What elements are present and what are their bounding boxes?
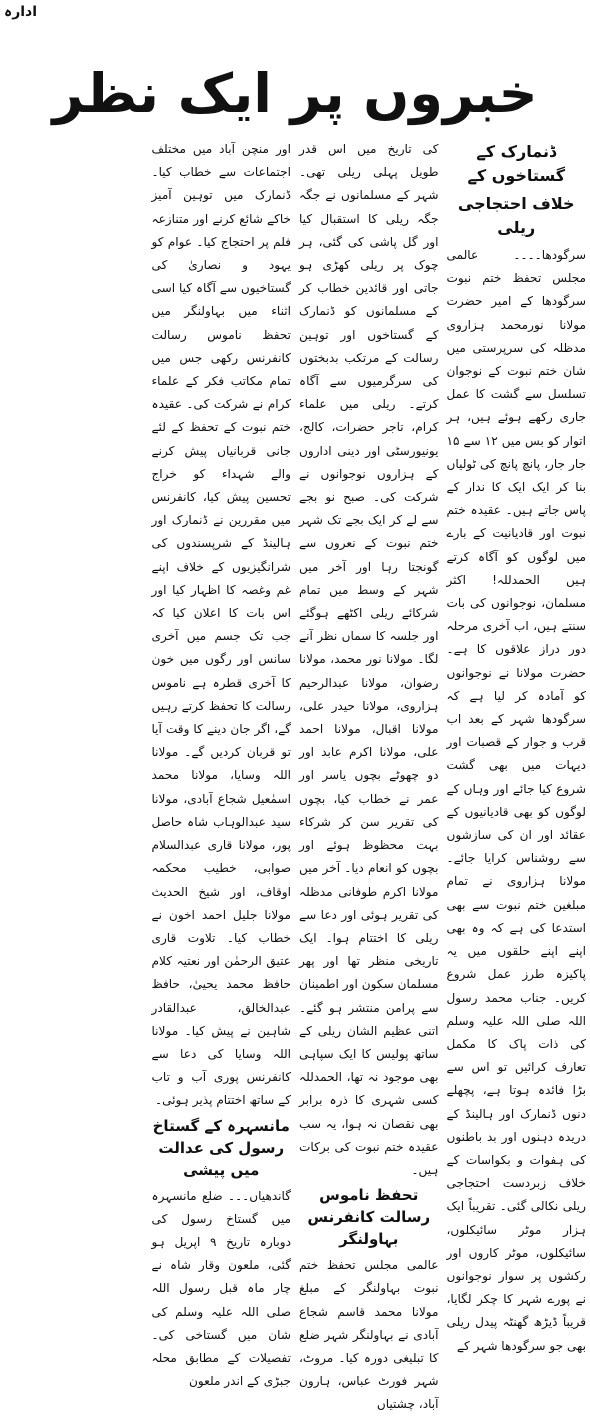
page-headline: خبروں پر ایک نظر xyxy=(52,62,538,125)
story1-body: سرگودھا۔۔۔۔ عالمی مجلس تحفظ ختم نبوت سرگودھا کے امیر حضرت مولانا نورمحمد ہزاروی مدظلہ کی سرپرستی میں شان ختم نبوت کے نوجوان تسلسل سے گشت کا عمل جاری رکھے ہوئے ہیں، ہر اتوار کو بس میں ۱۲ سے ۱۵ جار جار، پانچ پانچ کی ٹولیاں بنا کر ایک ایک کا ندار کے پاس جاتے ہیں۔ عقیدہ ختم نبوت اور قادیانیت کے بارے میں لوگوں کو آگاہ کرتے ہیں الحمدللہ! اکثر مسلمان، نوجوانوں کی بات سنتے ہیں، اب آخری مرحلہ دور دراز علاقوں کا ہے۔ حضرت مولانا نے نوجوانوں کو آمادہ کر لیا ہے کہ سرگودھا شہر کے بعد اب قرب و جوار کے قصبات اور دیہات میں بھی گشت شروع کیا جائے اور وہاں کے لوگوں کو بھی قادیانیوں کے عقائد اور ان کی سازشوں سے روشناس کرایا جائے۔ مولانا ہزاروی نے تمام مبلغین ختم نبوت سے بھی استدعا کی ہے کہ وہ بھی اپنے اپنے حلقوں میں یہ پاکیزہ طرز عمل شروع کریں۔ جناب محمد رسول اللہ صلی اللہ علیہ وسلم کی ذات پاک کا مکمل تعارف کرائیں تو اس سے بڑا فائدہ ہوتا ہے، پچھلے دنوں ڈنمارک اور ہالینڈ کے دریدہ دہنوں اور بد باطنوں کی ہفوات و بکواسات کے خلاف زبردست احتجاجی ریلی نکالی گئی۔ تقریباً ایک ہزار موٹر سائیکلوں، سائیکلوں، موٹر کاروں اور رکشوں پر سوار نوجوانوں نے پورے شہر کا چکر لگایا، قریباً ڈیڑھ گھنٹہ پیدل ریلی بھی جو سرگودھا شہر کے xyxy=(446,248,586,1353)
story3-body: اور منچن آباد میں مختلف اجتماعات سے خطاب کیا۔ ڈنمارک میں توہین آمیز خاکے شائع کرنے اور متنازعہ فلم پر احتجاج کیا۔ عوام کو یہود و نصاریٰ کی گستاخیوں سے آگاہ کیا اسی اثناء میں بہاولنگر میں تحفظ ناموس رسالت کانفرنس رکھی جس میں تمام مکاتب فکر کے علماء کرام نے شرکت کی۔ عقیدہ ختم نبوت کے تحفظ کے لئے جانی قربانیاں پیش کرنے والے شہداء کو خراج تحسین پیش کیا، کانفرنس میں مقررین نے ڈنمارک اور ہالینڈ کے شرپسندوں کی شرانگیزیوں کے خلاف اپنے غم وغصہ کا اظہار کیا اور اس بات کا اعلان کیا کہ جب تک جسم میں آخری سانس اور رگوں میں خون کا آخری قطرہ ہے ناموس رسالت کا تحفظ کرتے رہیں گے، اگر جان دینے کا وقت آیا تو قربان کردیں گے۔ مولانا اللہ وسایا، مولانا محمد اسمٰعیل شجاع آبادی، مولانا سید عبدالوہاب شاہ حاصل پور، مولانا قاری عبدالسلام صوابی، خطیب محکمہ اوقاف، اور شیخ الحدیث مولانا جلیل احمد اخون نے خطاب کیا۔ تلاوت قاری عتیق الرحمٰن اور نعتیہ کلام حافظ محمد یحییٰ، حافظ عبدالخالق، عبدالقادر شاہین نے پیش کیا۔ مولانا اللہ وسایا کی دعا سے کانفرنس پوری آب و تاب کے ساتھ اختتام پذیر ہوئی۔ xyxy=(151,142,291,1108)
story2-title: تحفظ ناموس رسالت کانفرنس بہاولنگر xyxy=(307,1186,431,1249)
story1-title-line1: ڈنمارک کے گستاخوں کے xyxy=(467,142,566,185)
story4-title: مانسہرہ کے گستاخ رسول کی عدالت میں پیشی xyxy=(152,1116,290,1179)
section-label: ادارہ xyxy=(4,4,38,20)
story2-body: عالمی مجلس تحفظ ختم نبوت بہاولنگر کے مبلغ مولانا محمد قاسم شجاع آبادی نے بہاولنگر شہر ضلع کا تبلیغی دورہ کیا۔ مروٹ، شہر فورٹ عباس، ہارون آباد، چشتیاں xyxy=(299,1258,439,1412)
story4-body: گاندھیاں۔۔۔ ضلع مانسہرہ میں گستاخ رسول کی دوبارہ تاریخ ۹ اپریل ہو گئی، ملعون وقار شاہ نے چار ماہ قبل رسول اللہ صلی اللہ علیہ وسلم کی شان میں گستاخی کی۔ تفصیلات کے مطابق محلہ جبڑی کے اندر ملعون xyxy=(151,1188,291,1389)
story1-body-continued: کی تاریخ میں اس قدر طویل پہلی ریلی تھی۔ شہر کے مسلمانوں نے جگہ جگہ ریلی کا استقبال کیا اور گل پاشی کی گئی، ہر چوک پر ریلی کھڑی ہو جاتی اور قائدین خطاب کر کے مسلمانوں کو ڈنمارک کے گستاخوں اور توہین رسالت کے مرتکب بدبختوں کی سرگرمیوں سے آگاہ کرتے۔ ریلی میں علماء کرام، تاجر حضرات، کالج، یونیورسٹی اور دینی اداروں کے ہزاروں نوجوانوں نے شرکت کی۔ صبح نو بجے سے لے کر ایک بجے تک شہر ختم نبوت کے نعروں سے گونجتا رہا اور آخر میں شہر کے وسط میں تمام شرکائے ریلی اکٹھے ہوگئے اور جلسہ کا سماں نظر آنے لگا۔ مولانا نور محمد، مولانا رضوان، مولانا عبدالرحیم ہزاروی، مولانا حیدر علی، مولانا اقبال، مولانا احمد علی، مولانا اکرم عابد اور دو چھوٹے بچوں یاسر اور عمر نے خطاب کیا، بچوں کی تقریر سن کر شرکاء بہت محظوظ ہوئے اور بچوں کو انعام دیا۔ آخر میں مولانا اکرم طوفانی مدظلہ کی تقریر ہوئی اور دعا سے ریلی کا اختتام ہوا۔ ایک تاریخی منظر تھا اور پھر مسلمان سکون اور اطمینان سے پرامن منتشر ہو گئے۔ اتنی عظیم الشان ریلی کے ساتھ پولیس کا ایک سپاہی بھی موجود نہ تھا، الحمدللہ کسی شہری کا ذرہ برابر بھی نقصان نہ ہوا، یہ سب عقیدہ ختم نبوت کی برکات ہیں۔ xyxy=(299,142,439,1177)
story1-title-line2: خلاف احتجاجی ریلی xyxy=(457,194,575,237)
article-columns xyxy=(4,138,586,1412)
column-4 xyxy=(4,138,144,808)
column-1 xyxy=(446,138,587,1353)
column-2 xyxy=(299,138,439,1412)
column-3 xyxy=(151,138,292,1389)
